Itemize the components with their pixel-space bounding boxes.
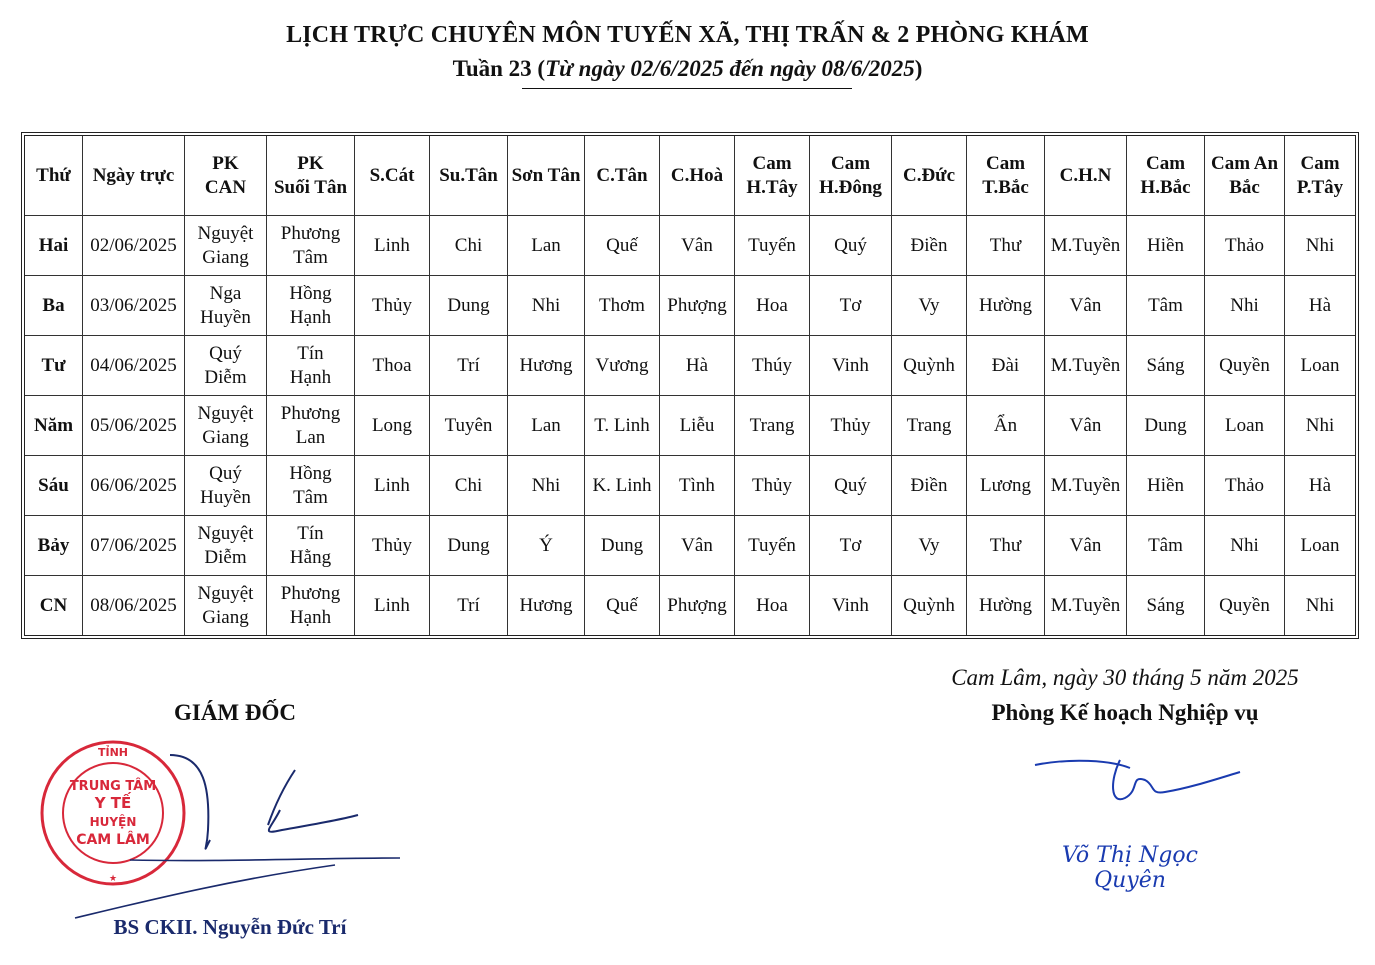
duty-cell: Chi — [430, 216, 508, 276]
duty-cell: Vân — [1045, 276, 1127, 336]
header-line: Cam — [1300, 152, 1340, 174]
table-row — [25, 576, 1355, 635]
duty-cell: Quỳnh — [892, 576, 967, 635]
director-signature — [70, 750, 410, 930]
duty-cell: Vinh — [810, 576, 892, 635]
date-cell: 08/06/2025 — [83, 576, 185, 635]
column-header — [892, 136, 967, 216]
duty-cell: Dung — [585, 516, 660, 576]
header-line: Cam — [985, 152, 1026, 174]
duty-cell: Thư — [967, 516, 1045, 576]
column-header — [810, 136, 892, 216]
header-line: T.Bắc — [982, 176, 1029, 198]
date-cell: 05/06/2025 — [83, 396, 185, 456]
pk-suoitan-cell — [267, 396, 355, 456]
pk-can-cell — [185, 276, 267, 336]
pk-suoitan-cell — [267, 276, 355, 336]
subtitle-underline — [522, 88, 852, 89]
duty-cell: Nhi — [1305, 594, 1335, 616]
duty-cell: Phượng — [660, 576, 735, 635]
duty-cell: Tuyên — [430, 396, 508, 456]
cell-line: Tín — [297, 342, 324, 364]
header-line: C.Đức — [902, 164, 956, 186]
duty-cell: Thảo — [1205, 216, 1285, 276]
cell-line: Nguyệt — [197, 522, 254, 544]
duty-cell: Hà — [1285, 276, 1355, 336]
column-header — [1045, 136, 1127, 216]
duty-cell: Nhi — [508, 456, 585, 516]
pk-suoitan-cell — [267, 216, 355, 276]
cell-line: Hạnh — [289, 606, 332, 628]
duty-cell: Tâm — [1127, 516, 1205, 576]
duty-cell: Lan — [508, 216, 585, 276]
duty-cell: Ý — [508, 516, 585, 576]
cell-line: Tâm — [293, 246, 328, 268]
duty-cell: Điền — [892, 456, 967, 516]
header-line: S.Cát — [369, 164, 415, 186]
pk-suoitan-cell — [267, 516, 355, 576]
duty-cell: Nhi — [1205, 516, 1285, 576]
table-row — [25, 396, 1355, 456]
duty-cell: M.Tuyền — [1045, 216, 1127, 276]
cell-line: Hồng — [289, 462, 332, 484]
duty-cell: Lan — [508, 396, 585, 456]
department-title: Phòng Kế hoạch Nghiệp vụ — [991, 700, 1259, 725]
duty-cell: Quyền — [1205, 576, 1285, 635]
column-header — [25, 136, 83, 216]
duty-cell: Hiền — [1127, 216, 1205, 276]
pk-can-cell — [185, 216, 267, 276]
document-subtitle: Tuần 23 (Từ ngày 02/6/2025 đến ngày 08/6/2025) — [452, 56, 923, 81]
header-line: H.Đông — [819, 176, 882, 198]
cell-line: Phương — [280, 582, 341, 604]
duty-cell: Hà — [660, 336, 735, 396]
duty-cell: Thủy — [735, 456, 810, 516]
duty-cell: Trang — [735, 396, 810, 456]
header-line: Suối Tân — [273, 176, 348, 198]
column-header — [585, 136, 660, 216]
duty-cell: Nhi — [1285, 396, 1355, 456]
cell-line: Quý — [209, 462, 242, 484]
duty-cell: Trang — [892, 396, 967, 456]
duty-cell: Thủy — [810, 396, 892, 456]
duty-cell: Thảo — [1205, 456, 1285, 516]
header-line: Su.Tân — [439, 164, 498, 186]
cell-line: Quý — [209, 342, 242, 364]
cell-line: Huyền — [200, 486, 251, 508]
cell-line: Diễm — [204, 546, 247, 568]
cell-line: Tín — [297, 522, 324, 544]
column-header — [660, 136, 735, 216]
duty-cell: Điền — [892, 216, 967, 276]
cell-line: Nguyệt — [197, 402, 254, 424]
duty-cell: Trí — [430, 576, 508, 635]
header-line: C.H.N — [1059, 164, 1112, 186]
date-cell: 03/06/2025 — [83, 276, 185, 336]
table-row — [25, 456, 1355, 516]
column-header — [508, 136, 585, 216]
day-cell: Hai — [25, 216, 83, 276]
pk-can-cell — [185, 336, 267, 396]
duty-cell: Thoa — [355, 336, 430, 396]
column-header — [1205, 136, 1285, 216]
header-line: PK — [212, 152, 239, 174]
column-header — [1285, 136, 1355, 216]
day-cell: Sáu — [25, 456, 83, 516]
header-line: C.Tân — [596, 164, 648, 186]
column-header — [83, 136, 185, 216]
duty-cell: Thơm — [585, 276, 660, 336]
day-cell: Năm — [25, 396, 83, 456]
duty-cell: Dung — [430, 276, 508, 336]
header-line: H.Tây — [746, 176, 798, 198]
duty-cell: Thủy — [355, 516, 430, 576]
director-name: BS CKII. Nguyễn Đức Trí — [113, 915, 347, 939]
duty-cell: Hà — [1285, 456, 1355, 516]
header-line: C.Hoà — [670, 164, 724, 186]
duty-cell: Vân — [660, 216, 735, 276]
duty-cell: Hường — [967, 576, 1045, 635]
duty-cell: Trí — [430, 336, 508, 396]
duty-cell: Tình — [660, 456, 735, 516]
table-row — [25, 516, 1355, 576]
table-row — [25, 276, 1355, 336]
table-row — [25, 216, 1355, 276]
duty-cell: Vân — [660, 516, 735, 576]
pk-suoitan-cell — [267, 576, 355, 635]
cell-line: Nga — [209, 282, 242, 304]
header-line: Cam An — [1210, 152, 1279, 174]
svg-text:★: ★ — [108, 874, 118, 884]
duty-cell: Long — [355, 396, 430, 456]
duty-cell: Nhi — [1285, 216, 1355, 276]
cell-line: Phương — [280, 402, 341, 424]
cell-line: Nguyệt — [197, 582, 254, 604]
duty-cell: Lương — [967, 456, 1045, 516]
date-cell: 02/06/2025 — [83, 216, 185, 276]
document-title: LỊCH TRỰC CHUYÊN MÔN TUYẾN XÃ, THỊ TRẤN & 2 PHÒNG KHÁM — [286, 22, 1089, 48]
duty-cell: Hoa — [735, 276, 810, 336]
cell-line: Giang — [202, 426, 249, 448]
cell-line: Diễm — [204, 366, 247, 388]
director-title: GIÁM ĐỐC — [173, 700, 297, 725]
header-line: Thứ — [36, 164, 71, 186]
place-date: Cam Lâm, ngày 30 tháng 5 năm 2025 — [951, 665, 1299, 690]
duty-cell: Vân — [1045, 396, 1127, 456]
date-cell: 06/06/2025 — [83, 456, 185, 516]
column-header — [1127, 136, 1205, 216]
header-line: Bắc — [1229, 176, 1260, 198]
cell-line: Hằng — [289, 546, 332, 568]
header-line: Cam — [1145, 152, 1186, 174]
column-header — [355, 136, 430, 216]
header-line: Sơn Tân — [511, 164, 581, 186]
day-cell: Bảy — [25, 516, 83, 576]
duty-cell: Dung — [1127, 396, 1205, 456]
duty-cell: Linh — [355, 216, 430, 276]
cell-line: Hạnh — [289, 306, 332, 328]
duty-cell: Linh — [355, 576, 430, 635]
table-header-row — [25, 136, 1355, 216]
duty-cell: Thủy — [355, 276, 430, 336]
cell-line: Lan — [295, 426, 326, 448]
duty-cell: T. Linh — [585, 396, 660, 456]
duty-cell: Linh — [355, 456, 430, 516]
duty-cell: Đài — [967, 336, 1045, 396]
duty-cell: M.Tuyền — [1045, 576, 1127, 635]
column-header — [735, 136, 810, 216]
duty-cell: Tâm — [1127, 276, 1205, 336]
cell-line: Huyền — [200, 306, 251, 328]
duty-cell: Loan — [1205, 396, 1285, 456]
pk-can-cell — [185, 576, 267, 635]
duty-cell: Hoa — [735, 576, 810, 635]
duty-cell: Loan — [1285, 516, 1355, 576]
cell-line: Hạnh — [289, 366, 332, 388]
pk-can-cell — [185, 456, 267, 516]
pk-suoitan-cell — [267, 336, 355, 396]
duty-cell: Sáng — [1127, 336, 1205, 396]
header-line: Ngày trực — [92, 164, 175, 186]
week-label: Tuần 23 — [452, 56, 532, 81]
day-cell: Tư — [25, 336, 83, 396]
department-signature — [1030, 750, 1250, 830]
duty-cell: Tơ — [810, 516, 892, 576]
duty-cell: Tuyến — [735, 216, 810, 276]
column-header — [430, 136, 508, 216]
duty-cell: Vương — [585, 336, 660, 396]
column-header — [267, 136, 355, 216]
duty-cell: Nhi — [508, 276, 585, 336]
duty-cell: Nhi — [1205, 276, 1285, 336]
svg-text:TỈNH: TỈNH — [97, 746, 129, 759]
department-signer-name: Võ Thị Ngọc Quyên — [1062, 843, 1198, 893]
duty-cell: Hường — [967, 276, 1045, 336]
cell-line: Giang — [202, 246, 249, 268]
duty-cell: Quỳnh — [892, 336, 967, 396]
duty-schedule-table — [21, 132, 1359, 639]
duty-cell: Loan — [1285, 336, 1355, 396]
day-cell: CN — [25, 576, 83, 635]
duty-cell: Vân — [1045, 516, 1127, 576]
duty-cell: Vy — [892, 516, 967, 576]
duty-cell: Phượng — [660, 276, 735, 336]
duty-cell: Hiền — [1127, 456, 1205, 516]
pk-can-cell — [185, 516, 267, 576]
cell-line: Giang — [202, 606, 249, 628]
duty-cell: Ẩn — [967, 396, 1045, 456]
cell-line: Tâm — [293, 486, 328, 508]
date-range: Từ ngày 02/6/2025 đến ngày 08/6/2025 — [545, 56, 915, 81]
duty-cell: Chi — [430, 456, 508, 516]
pk-can-cell — [185, 396, 267, 456]
duty-cell: M.Tuyền — [1045, 456, 1127, 516]
cell-line: Hồng — [289, 282, 332, 304]
duty-cell: K. Linh — [585, 456, 660, 516]
duty-cell: Quý — [810, 216, 892, 276]
stamp-text-line: TRUNG TÂM — [69, 779, 157, 794]
table-row — [25, 336, 1355, 396]
duty-cell: Quế — [585, 576, 660, 635]
date-cell: 04/06/2025 — [83, 336, 185, 396]
duty-cell: M.Tuyền — [1045, 336, 1127, 396]
header-line: PK — [297, 152, 324, 174]
duty-cell: Hương — [508, 576, 585, 635]
duty-cell: Dung — [430, 516, 508, 576]
duty-cell: Vy — [892, 276, 967, 336]
duty-cell: Liễu — [660, 396, 735, 456]
stamp-text-line: HUYỆN — [89, 815, 137, 829]
duty-cell: Hương — [508, 336, 585, 396]
pk-suoitan-cell — [267, 456, 355, 516]
column-header — [967, 136, 1045, 216]
duty-cell: Thúy — [735, 336, 810, 396]
cell-line: Phương — [280, 222, 341, 244]
duty-cell: Tơ — [810, 276, 892, 336]
header-line: Cam — [752, 152, 792, 174]
duty-cell: Quý — [810, 456, 892, 516]
cell-line: Nguyệt — [197, 222, 254, 244]
duty-cell: Tuyến — [735, 516, 810, 576]
stamp-text-line: CAM LÂM — [76, 832, 150, 848]
header-line: Cam — [830, 152, 871, 174]
duty-cell: Sáng — [1127, 576, 1205, 635]
stamp-text-line: Y TẾ — [94, 794, 132, 812]
duty-cell: Quế — [585, 216, 660, 276]
day-cell: Ba — [25, 276, 83, 336]
header-line: CAN — [204, 176, 247, 198]
column-header — [185, 136, 267, 216]
header-line: P.Tây — [1296, 176, 1344, 198]
duty-cell: Quyền — [1205, 336, 1285, 396]
duty-cell: Vinh — [810, 336, 892, 396]
date-cell: 07/06/2025 — [83, 516, 185, 576]
header-line: H.Bắc — [1140, 176, 1191, 198]
duty-cell: Thư — [967, 216, 1045, 276]
